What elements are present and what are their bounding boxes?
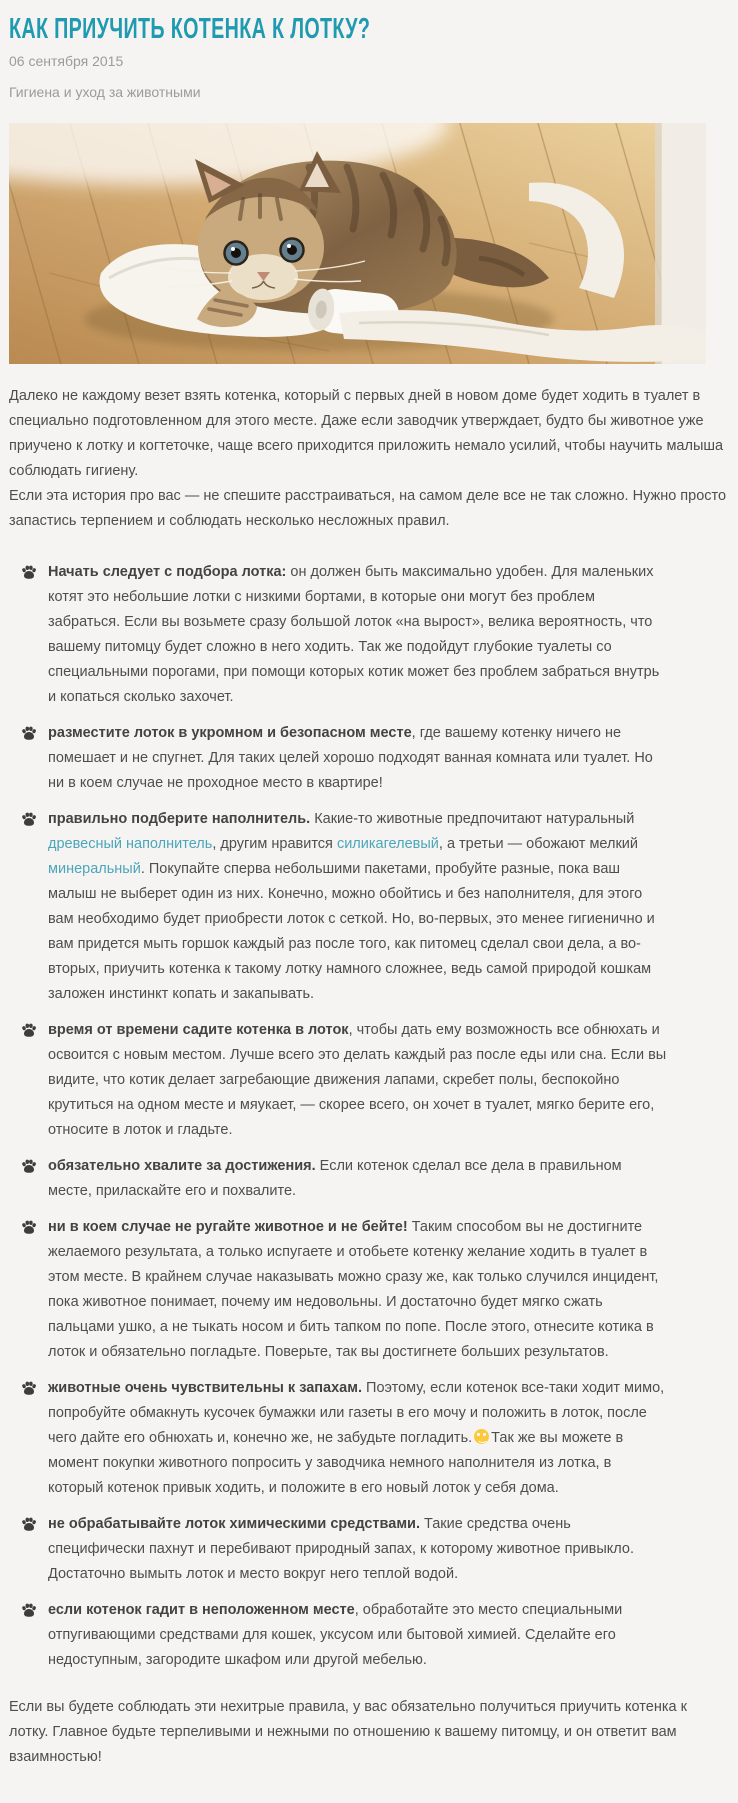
paw-icon [21,1380,37,1405]
tip-text: если котенок гадит в неположенном месте, обработайте это место специальными отпугивающими средствами для кошек, уксусом или бытовой химией. Сделайте его недоступным, загородите шкафом или другой мебелью. [48,1602,623,1668]
article-date: 06 сентября 2015 [9,53,124,69]
tip-item [9,1512,669,1587]
paw-icon [21,1219,37,1244]
tip-bold-lead: животные очень чувствительны к запахам. [48,1380,362,1396]
intro-paragraph-2: Если эта история про вас — не спешите расстраиваться, на самом деле все не так сложно. Нужно просто запастись терпением и соблюдать несколько несложных правил. [9,488,727,529]
smiley-icon [474,1429,489,1444]
tip-item [9,1018,669,1143]
tip-item [9,1215,669,1365]
tip-bold-lead: Начать следует с подбора лотка: [48,564,287,580]
tip-item [9,807,669,1007]
tips-list [9,560,729,1673]
inline-link[interactable]: древесный наполнитель [48,836,213,852]
paw-icon [21,1022,37,1047]
tip-bold-lead: не обрабатывайте лоток химическими средствами. [48,1516,420,1532]
tip-text: животные очень чувствительны к запахам. Поэтому, если котенок все-таки ходит мимо, попробуйте обмакнуть кусочек бумажки или газеты в его мочу и положить в лоток, после чего дайте его обнюхать и, конечно же, не забудьте погладить. Так же вы можете в момент покупки животного попросить у заводчика немного наполнителя из лотка, в который котенок привык ходить, и положите в его новый лоток у себя дома. [48,1380,665,1496]
tip-bold-lead: ни в коем случае не ругайте животное и не бейте! [48,1219,408,1235]
paw-icon [21,1516,37,1541]
tip-bold-lead: обязательно хвалите за достижения. [48,1158,316,1174]
article-hero-image [9,123,706,364]
tip-bold-lead: если котенок гадит в неположенном месте [48,1602,355,1618]
paw-icon [21,1602,37,1627]
page-title-text: КАК ПРИУЧИТЬ КОТЕНКА К ЛОТКУ? [9,13,371,45]
intro-block [9,384,729,534]
tip-text: ни в коем случае не ругайте животное и не бейте! Таким способом вы не достигните желаемого результата, а только испугаете и отобьете котенку желание ходить в туалет в этом месте. В крайнем случае наказывать можно сразу же, как только случился инцидент, пока животное понимает, почему им недовольны. И достаточно будет мягко сжать пальцами ушко, а не тыкать носом и бить тапком по попе. После этого, отнесите котика в лоток и обязательно погладьте. Поверьте, так вы достигнете больших результатов. [48,1219,659,1360]
tip-text: время от времени садите котенка в лоток, чтобы дать ему возможность все обнюхать и освоится с новым местом. Лучше всего это делать каждый раз после еды или сна. Если вы видите, что котик делает загребающие движения лапами, скребет полы, беспокойно крутиться на одном месте и мяукает, — скорее всего, он хочет в туалет, мягко берите его, относите в лоток и гладьте. [48,1022,667,1138]
tip-text: Начать следует с подбора лотка: он должен быть максимально удобен. Для маленьких котят это небольшие лотки с низкими бортами, в которые они могут без проблем забраться. Если вы возьмете сразу большой лоток «на вырост», велика вероятность, что вашему питомцу будет сложно в него ходить. Так же подойдут глубокие туалеты со специальными порогами, при помощи которых котик может без проблем забраться внутрь и копаться сколько захочет. [48,564,660,705]
tip-item [9,721,669,796]
tip-item [9,1598,669,1673]
tip-text: не обрабатывайте лоток химическими средствами. Такие средства очень специфически пахнут и перебивают природный запах, к которому животное привыкло. Достаточно вымыть лоток и место вокруг него теплой водой. [48,1516,635,1582]
paw-icon [21,725,37,750]
paw-icon [21,811,37,836]
tip-bold-lead: время от времени садите котенка в лоток [48,1022,349,1038]
page-title [9,0,729,45]
tip-text: обязательно хвалите за достижения. Если котенок сделал все дела в правильном месте, приласкайте его и похвалите. [48,1158,622,1199]
inline-link[interactable]: минеральный [48,861,141,877]
intro-paragraph-1: Далеко не каждому везет взять котенка, который с первых дней в новом доме будет ходить в туалет в специально подготовленном для этого месте. Даже если заводчик утверждает, будто бы животное уже приучено к лотку и когтеточке, чаще всего приходится приложить немало усилий, чтобы научить малыша соблюдать гигиену. [9,388,724,479]
tip-bold-lead: разместите лоток в укромном и безопасном месте [48,725,412,741]
article-category: Гигиена и уход за животными [9,84,201,100]
paw-icon [21,564,37,589]
tip-item [9,1154,669,1204]
article-header [9,0,729,100]
paw-icon [21,1158,37,1183]
tip-text: разместите лоток в укромном и безопасном месте, где вашему котенку ничего не помешает и не спугнет. Для таких целей хорошо подходят ванная комната или туалет. Но ни в коем случае не проходное место в квартире! [48,725,653,791]
tip-bold-lead: правильно подберите наполнитель. [48,811,311,827]
tip-text: правильно подберите наполнитель. Какие-то животные предпочитают натуральный древесный наполнитель, другим нравится силикагелевый, а третьи — обожают мелкий минеральный. Покупайте сперва небольшими пакетами, пробуйте разные, пока ваш малыш не выберет один из них. Конечно, можно обойтись и без наполнителя, для этого вам необходимо будет приобрести лоток с сеткой. Но, во-первых, это менее гигиенично и вам придется мыть горшок каждый раз после того, как питомец сделал свои дела, а во-вторых, приучить котенка к такому лотку намного сложнее, ведь самой природой кошкам заложен инстинкт копать и закапывать. [48,811,655,1002]
tip-item [9,560,669,710]
outro-paragraph: Если вы будете соблюдать эти нехитрые правила, у вас обязательно получиться приучить котенка к лотку. Главное будьте терпеливыми и нежными по отношению к вашему питомцу, и он ответит вам взаимностью! [9,1699,687,1765]
tip-item [9,1376,669,1501]
inline-link[interactable]: силикагелевый [336,836,439,852]
